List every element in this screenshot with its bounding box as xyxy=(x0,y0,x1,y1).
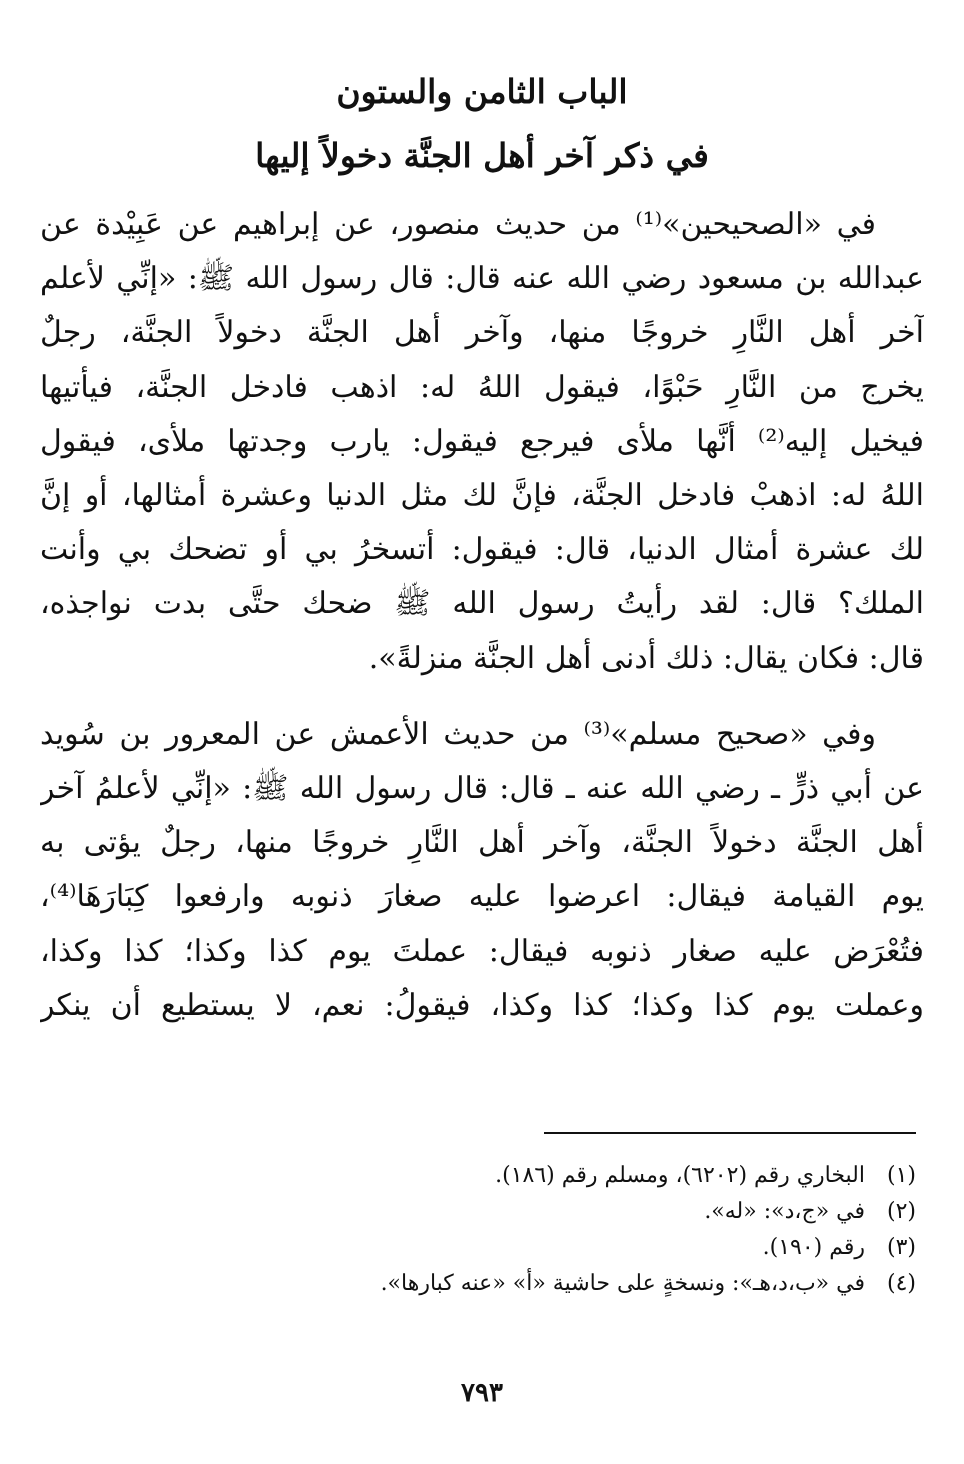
page-number: ٧٩٣ xyxy=(461,1378,503,1408)
text-line: عن أبي ذرٍّ ـ رضي الله عنه ـ قال: قال رسول الله ﷺ: «إنِّي لأعلمُ آخر xyxy=(40,771,924,807)
text-line: يوم القيامة فيقال: اعرضوا عليه صغارَ ذنوبه وارفعوا كِبَارَهَا⁽⁴⁾، xyxy=(40,879,924,915)
footnote-4 xyxy=(86,1266,916,1302)
footnote-text: في «ج،د»: «له». xyxy=(704,1199,865,1224)
footnote-text: رقم (١٩٠). xyxy=(762,1235,865,1260)
paragraph-1 xyxy=(40,198,924,686)
chapter-heading xyxy=(40,60,924,188)
footnote-text: البخاري رقم (٦٢٠٢)، ومسلم رقم (١٨٦). xyxy=(495,1163,865,1188)
footnote-separator xyxy=(544,1132,916,1134)
text-line: عبدالله بن مسعود رضي الله عنه قال: قال رسول الله ﷺ: «إنِّي لأعلم xyxy=(40,261,924,297)
footnote-number: (٢) xyxy=(886,1199,916,1224)
footnote-text: في «ب،د،هـ»: ونسخةٍ على حاشية «أ» «عنه كبارها». xyxy=(380,1271,865,1296)
footnote-3 xyxy=(86,1230,916,1266)
page-body xyxy=(40,60,924,1033)
footnotes xyxy=(86,1158,916,1302)
text-line: يخرج من النَّارِ حَبْوًا، فيقول اللهُ له: اذهب فادخل الجنَّة، فيأتيها xyxy=(40,369,924,405)
footnote-number: (٣) xyxy=(886,1235,916,1260)
text-line: لك عشرة أمثال الدنيا، قال: فيقول: أتسخرُ بي أو تضحك بي وأنت xyxy=(40,532,924,568)
chapter-title: الباب الثامن والستون xyxy=(336,72,628,111)
text-line: فيخيل إليه⁽²⁾ أنَّها ملأى فيرجع فيقول: يارب وجدتها ملأى، فيقول xyxy=(40,423,924,459)
text-line: وعملت يوم كذا وكذا؛ كذا وكذا، فيقولُ: نعم، لا يستطيع أن ينكر xyxy=(40,987,924,1023)
footnote-1 xyxy=(86,1158,916,1194)
paragraph-2 xyxy=(40,708,924,1033)
text-line: الملك؟ قال: لقد رأيتُ رسول الله ﷺ ضحك حتَّى بدت نواجذه، xyxy=(40,586,924,622)
text-line: قال: فكان يقال: ذلك أدنى أهل الجنَّة منزلةً». xyxy=(368,640,924,676)
text-line: اللهُ له: اذهبْ فادخل الجنَّة، فإنَّ لك مثل الدنيا وعشرة أمثالها، أو إنَّ xyxy=(40,478,924,514)
text-line: في «الصحيحين»⁽¹⁾ من حديث منصور، عن إبراهيم عن عَبِيْدة عن xyxy=(40,207,876,242)
text-line: وفي «صحيح مسلم»⁽³⁾ من حديث الأعمش عن المعرور بن سُويد xyxy=(40,716,876,752)
text-line: فتُعْرَض عليه صغار ذنوبه فيقال: عملتَ يوم كذا وكذا؛ كذا وكذا، xyxy=(40,933,924,969)
text-line: آخر أهل النَّارِ خروجًا منها، وآخر أهل الجنَّة دخولاً الجنَّة، رجلٌ xyxy=(40,315,924,351)
footnote-2 xyxy=(86,1194,916,1230)
footnote-number: (٤) xyxy=(886,1271,916,1296)
text-line: أهل الجنَّة دخولاً الجنَّة، وآخر أهل النَّارِ خروجًا منها، رجلٌ يؤتى به xyxy=(40,825,924,861)
chapter-subtitle: في ذكر آخر أهل الجنَّة دخولاً إليها xyxy=(255,136,709,175)
footnote-number: (١) xyxy=(886,1163,916,1188)
